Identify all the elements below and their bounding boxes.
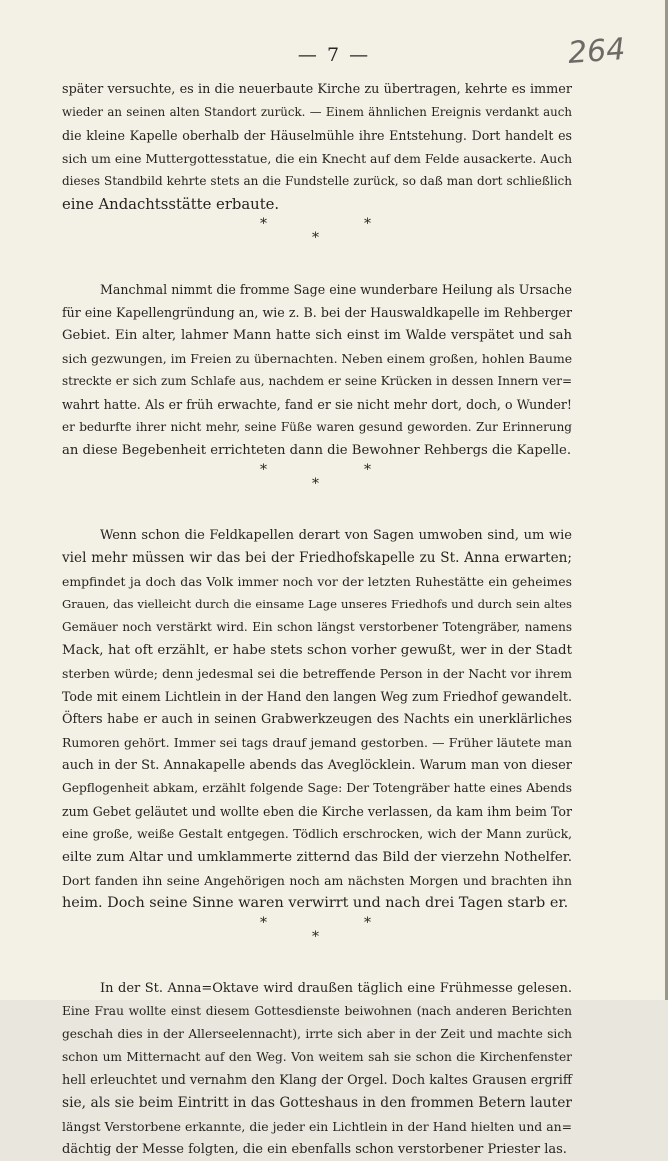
text-line: empfindet ja doch das Volk immer noch vor der letzten Ruhestätte ein geheimes <box>62 574 572 589</box>
asterisk: * <box>364 915 371 931</box>
section-separator <box>62 462 572 524</box>
section-separator <box>62 216 572 278</box>
page-number: — 7 — <box>297 44 371 66</box>
section-separator <box>62 915 572 977</box>
paragraph-1 <box>62 78 572 216</box>
text-line: an diese Begebenheit errichteten dann die Bewohner Rehbergs die Kapelle. <box>62 443 572 458</box>
text-line: schon um Mitternacht auf den Weg. Von weitem sah sie schon die Kirchenfenster <box>62 1050 572 1064</box>
text-line: die kleine Kapelle oberhalb der Häuselmühle ihre Entstehung. Dort handelt es <box>62 128 572 143</box>
body-text <box>62 78 572 1161</box>
asterisk: * <box>312 929 319 945</box>
text-line: Gemäuer noch verstärkt wird. Ein schon längst verstorbener Totengräber, namens <box>62 620 572 634</box>
text-line: wieder an seinen alten Standort zurück. — Einem ähnlichen Ereignis verdankt auch <box>62 105 572 119</box>
text-line: viel mehr müssen wir das bei der Friedhofskapelle zu St. Anna erwarten; <box>62 550 572 566</box>
asterisk: * <box>312 476 319 492</box>
text-line: zum Gebet geläutet und wollte eben die Kirche verlassen, da kam ihm beim Tor <box>62 804 572 819</box>
text-line: Gebiet. Ein alter, lahmer Mann hatte sich einst im Walde verspätet und sah <box>62 328 572 343</box>
paragraph-3 <box>62 524 572 915</box>
text-line: Öfters habe er auch in seinen Grabwerkzeugen des Nachts ein unerklärliches <box>62 712 572 727</box>
text-line: auch in der St. Annakapelle abends das Avеglöcklein. Warum man von dieser <box>62 758 572 773</box>
text-line: Gepflogenheit abkam, erzählt folgende Sage: Der Totengräber hatte eines Abends <box>62 781 572 795</box>
text-line: geschah dies in der Allerseelennacht), irrte sich aber in der Zeit und machte sich <box>62 1027 572 1041</box>
text-line: sich gezwungen, im Freien zu übernachten. Neben einem großen, hohlen Baume <box>62 351 573 366</box>
text-line: Mack, hat oft erzählt, er habe stets schon vorher gewußt, wer in der Stadt <box>62 643 572 658</box>
text-line: hell erleuchtet und vernahm den Klang der Orgel. Doch kaltes Grausen ergriff <box>62 1073 572 1088</box>
asterisk: * <box>312 230 319 246</box>
text-line: sich um eine Muttergottesstatue, die ein Knecht auf dem Felde ausackerte. Auch <box>62 151 573 166</box>
text-line: für eine Kapellengründung an, wie z. B. bei der Hauswaldkapelle im Rehberger <box>62 305 572 320</box>
text-line: Grauen, das vielleicht durch die einsame Lage unseres Friedhofs und durch sein altes <box>62 597 572 611</box>
text-line: Manchmal nimmt die fromme Sage eine wunderbare Heilung als Ursache <box>100 282 572 297</box>
asterisk: * <box>260 462 267 478</box>
text-line: In der St. Anna=Oktave wird draußen täglich eine Frühmesse gelesen. <box>100 981 572 996</box>
text-line: sterben würde; denn jedesmal sei die betreffende Person in der Nacht vor ihrem <box>62 666 572 681</box>
text-line: eilte zum Altar und umklammerte zitternd das Bild der vierzehn Nothelfer. <box>62 850 572 865</box>
text-line: heim. Doch seine Sinne waren verwirrt und nach drei Tagen starb er. <box>62 895 569 911</box>
text-line: eine große, weiße Gestalt entgegen. Tödlich erschrocken, wich der Mann zurück, <box>62 827 572 841</box>
text-line: er bedurfte ihrer nicht mehr, seine Füße waren gesund geworden. Zur Erinnerung <box>62 420 572 434</box>
text-line: dieses Standbild kehrte stets an die Fundstelle zurück, so daß man dort schließlich <box>62 174 572 188</box>
asterisk: * <box>364 462 371 478</box>
text-line: Dort fanden ihn seine Angehörigen noch am nächsten Morgen und brachten ihn <box>62 873 572 888</box>
paragraph-2 <box>62 278 572 462</box>
asterisk: * <box>364 216 371 232</box>
asterisk: * <box>260 915 267 931</box>
text-line: eine Andachtsstätte erbaute. <box>62 196 280 213</box>
text-line: Rumoren gehört. Immer sei tags drauf jemand gestorben. — Früher läutete man <box>62 735 572 750</box>
text-line: längst Verstorbene erkannte, die jeder ein Lichtlein in der Hand hielten und an= <box>62 1119 572 1134</box>
text-line: streckte er sich zum Schlafe aus, nachdem er seine Krücken in dessen Innern ver= <box>62 374 572 388</box>
handwritten-page-annotation: 264 <box>566 32 627 71</box>
paragraph-4 <box>62 977 572 1161</box>
text-line: dächtig der Messe folgten, die ein ebenfalls schon verstorbener Priester las. <box>62 1142 567 1157</box>
text-line: später versuchte, es in die neuerbaute Kirche zu übertragen, kehrte es immer <box>62 82 572 97</box>
text-line: Eine Frau wollte einst diesem Gottesdienste beiwohnen (nach anderen Berichten <box>62 1004 572 1018</box>
text-line: Wenn schon die Feldkapellen derart von Sagen umwoben sind, um wie <box>100 528 572 543</box>
asterisk: * <box>260 216 267 232</box>
text-line: sie, als sie beim Eintritt in das Gotteshaus in den frommen Betern lauter <box>62 1095 572 1111</box>
text-line: Tode mit einem Lichtlein in der Hand den langen Weg zum Friedhof gewandelt. <box>62 689 572 704</box>
text-line: wahrt hatte. Als er früh erwachte, fand er sie nicht mehr dort, doch, o Wunder! <box>62 397 572 412</box>
